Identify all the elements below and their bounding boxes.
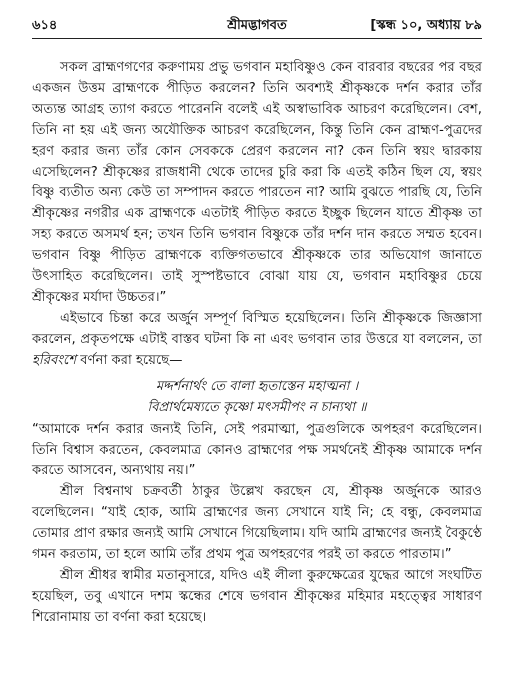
page-header — [32, 14, 482, 36]
paragraph-1: সকল ব্রাহ্মণগণের করুণাময় প্রভু ভগবান মহাবিষ্ণুও কেন বারবার বছরের পর বছর একজন উত্তম ব্রাহ্মণকে পীড়িত করলেন? তিনি অবশ্যই শ্রীকৃষ্ণকে দর্শন করার তাঁর অত্যন্ত আগ্রহ ত্যাগ করতে পারেননি বলেই এই অস্বাভাবিক আচরণ করেছিলেন। বেশ, তিনি না হয় এই জন্য অযৌক্তিক আচরণ করেছিলেন, কিন্তু তিনি কেন ব্রাহ্মণ-পুত্রদের হরণ করার জন্য তাঁর কোন সেবককে প্রেরণ করলেন না? কেন তিনি স্বয়ং দ্বারকায় এসেছিলেন? শ্রীকৃষ্ণের রাজধানী থেকে তাদের চুরি করা কি এতই কঠিন ছিল যে, স্বয়ং বিষ্ণু ব্যতীত অন্য কেউ তা সম্পাদন করতে পারতেন না? আমি বুঝতে পারছি যে, তিনি শ্রীকৃষ্ণের নগরীর এক ব্রাহ্মণকে এতটাই পীড়িত করতে ইচ্ছুক ছিলেন যাতে শ্রীকৃষ্ণ তা সহ্য করতে অসমর্থ হন; তখন তিনি ভগবান বিষ্ণুকে তাঁর দর্শন দান করতে সম্মত হবেন। ভগবান বিষ্ণু পীড়িত ব্রাহ্মণকে ব্যক্তিগতভাবে শ্রীকৃষ্ণকে তার অভিযোগ জানাতে উৎসাহিত করেছিলেন। তাই সুস্পষ্টভাবে বোঝা যায় যে, ভগবান মহাবিষ্ণুর চেয়ে শ্রীকৃষ্ণের মর্যাদা উচ্চতর।” — [32, 60, 482, 305]
sanskrit-verse — [32, 376, 482, 418]
section-label: [স্কন্ধ ১০, অধ্যায় ৮৯ — [370, 18, 482, 33]
verse-translation: “আমাকে দর্শন করার জন্যই তিনি, সেই পরমাত্মা, পুত্রগুলিকে অপহরণ করেছিলেন। তিনি বিশ্বাস করতেন, কেবলমাত্র কোনও ব্রাহ্মণের পক্ষ সমর্থনেই শ্রীকৃষ্ণ আমাকে দর্শন করতে আসবেন, অন্যথায় নয়।” — [32, 421, 482, 479]
verse-line-2: বিপ্রার্থমেষ্যতে কৃষ্ণো মৎসমীপং ন চান্যথা ॥ — [147, 399, 367, 415]
harivamsa-reference: হরিবংশে — [32, 352, 77, 368]
paragraph-2 — [32, 309, 482, 372]
paragraph-5: শ্রীল শ্রীধর স্বামীর মতানুসারে, যদিও এই লীলা কুরুক্ষেত্রের যুদ্ধের আগে সংঘটিত হয়েছিল, তবু এখানে দশম স্কন্ধের শেষে ভগবান শ্রীকৃষ্ণের মহিমার মহত্ত্বের সাধারণ শিরোনামায় তা বর্ণনা করা হয়েছে। — [32, 567, 482, 625]
paragraph-2-text-a: এইভাবে চিন্তা করে অর্জুন সম্পূর্ণ বিস্মিত হয়েছিলেন। তিনি শ্রীকৃষ্ণকে জিজ্ঞাসা করলেন, প্রকৃতপক্ষে এটাই বাস্তব ঘটনা কি না এবং ভগবান তার উত্তরে যা বললেন, তা — [32, 310, 482, 347]
page-number: ৬১৪ — [32, 18, 58, 33]
page-body — [32, 58, 482, 629]
paragraph-4: শ্রীল বিশ্বনাথ চক্রবর্তী ঠাকুর উল্লেখ করছেন যে, শ্রীকৃষ্ণ অর্জুনকে আরও বলেছিলেন। “যাই হোক, আমি ব্রাহ্মণের জন্য সেখানে যাই নি; হে বন্ধু, কেবলমাত্র তোমার প্রাণ রক্ষার জন্যই আমি সেখানে গিয়েছিলাম। যদি আমি ব্রাহ্মণের জন্যই বৈকুণ্ঠে গমন করতাম, তা হলে আমি তাঁর প্রথম পুত্র অপহরণের পরই তা করতে পারতাম।” — [32, 484, 482, 563]
header-rule — [32, 38, 482, 39]
paragraph-2-text-b: বর্ণনা করা হয়েছে— — [76, 352, 183, 368]
verse-line-1: মদ্দর্শনার্থং তে বালা হৃতাস্তেন মহাত্মনা । — [155, 378, 359, 394]
book-title: শ্রীমদ্ভাগবত — [227, 18, 287, 33]
